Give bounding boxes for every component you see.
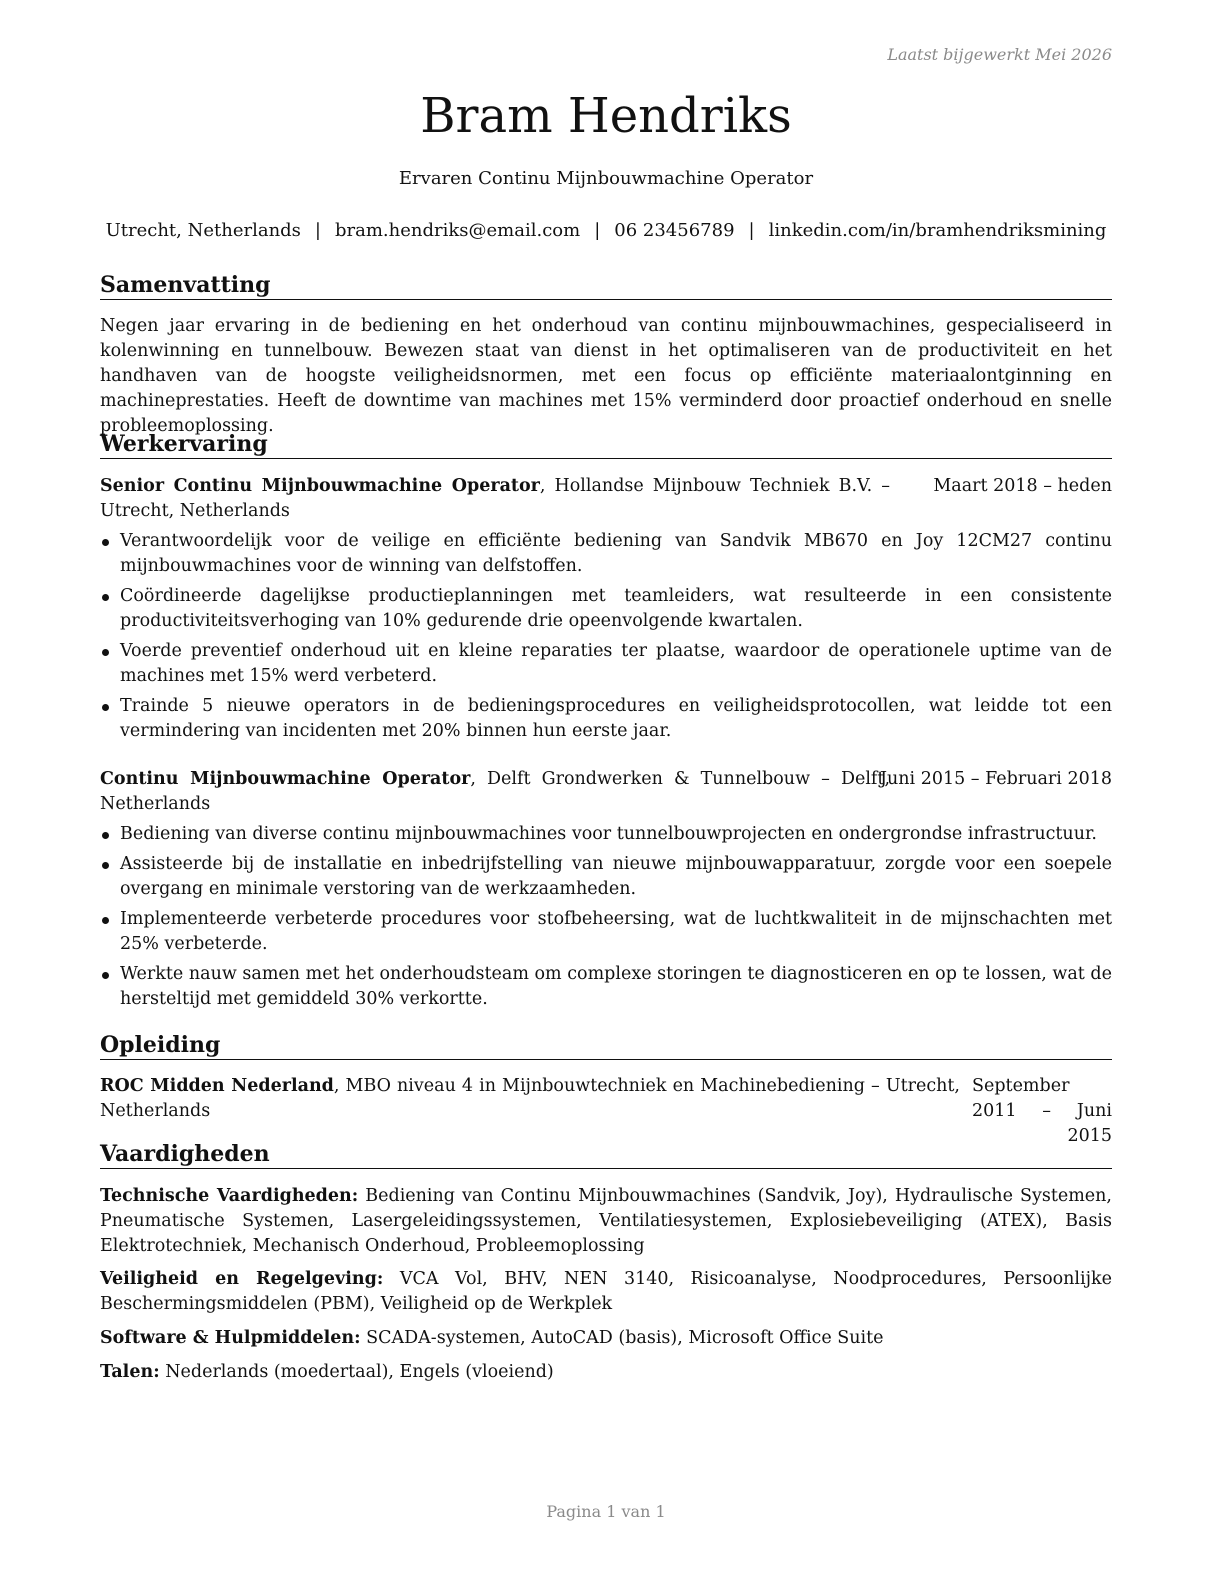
job-role: Senior Continu Mijnbouwmachine Operator [100,476,540,496]
candidate-name: Bram Hendriks [420,88,792,144]
skill-value: SCADA-systemen, AutoCAD (basis), Microsoft Office Suite [360,1328,884,1348]
skill-label: Veiligheid en Regelgeving: [100,1269,384,1289]
skill-group [100,1326,1112,1351]
job-company: , Delft Grondwerken & Tunnelbouw – Delft, Netherlands [100,769,891,814]
list-item: Coördineerde dagelijkse productieplanningen met teamleiders, wat resulteerde in een consistente productiviteitsverhoging van 10% gedurende drie opeenvolgende kwartalen. [100,584,1112,634]
education-entry [100,1074,1112,1146]
contact-separator: | [748,220,755,241]
job-bullets [100,822,1112,1017]
skill-value: Bediening van Continu Mijnbouwmachines (Sandvik, Joy), Hydraulische Systemen, Pneumatische Systemen, Lasergeleidingssystemen, Ventilatiesystemen, Explosiebeveiliging (ATEX), Basis Elektrotechniek, Mechanisch Onderhoud, Probleemoplossing [100,1186,1112,1256]
education-details: , MBO niveau 4 in Mijnbouwtechniek en Machinebediening – Utrecht, Netherlands [100,1076,960,1121]
contact-separator: | [594,220,601,241]
list-item: Bediening van diverse continu mijnbouwmachines voor tunnelbouwprojecten en ondergrondse infrastructuur. [100,822,1112,847]
skill-group [100,1360,1112,1385]
list-item: Assisteerde bij de installatie en inbedrijfstelling van nieuwe mijnbouwapparatuur, zorgde voor een soepele overgang en minimale verstoring van de werkzaamheden. [100,852,1112,902]
skill-value: Nederlands (moedertaal), Engels (vloeiend) [159,1362,554,1382]
job-header [100,474,1112,524]
skill-label: Talen: [100,1362,160,1382]
resume-page [100,0,1112,1584]
last-updated: Laatst bijgewerkt Mei 2026 [887,45,1112,64]
job-role: Continu Mijnbouwmachine Operator [100,769,471,789]
summary-text: Negen jaar ervaring in de bediening en het onderhoud van continu mijnbouwmachines, gespecialiseerd in kolenwinning en tunnelbouw. Bewezen staat van dienst in het optimaliseren van de productiviteit en het handhaven van de hoogste veiligheidsnormen, met een focus op efficiënte materiaalontginning en machineprestaties. Heeft de downtime van machines met 15% verminderd door proactief onderhoud en snelle probleemoplossing. [100,316,1112,436]
experience-heading: Werkervaring [100,431,1112,459]
list-item: Trainde 5 nieuwe operators in de bedieningsprocedures en veiligheidsprotocollen, wat leidde tot een vermindering van incidenten met 20% binnen hun eerste jaar. [100,694,1112,744]
job-header [100,767,1112,817]
candidate-title: Ervaren Continu Mijnbouwmachine Operator [398,168,814,189]
list-item: Voerde preventief onderhoud uit en kleine reparaties ter plaatse, waardoor de operationele uptime van de machines met 15% werd verbeterd. [100,639,1112,689]
job-bullets [100,529,1112,749]
skill-group [100,1184,1112,1259]
contact-separator: | [314,220,321,241]
contact-line [100,219,1112,243]
contact-email[interactable]: bram.hendriks@email.com [335,220,581,241]
contact-location: Utrecht, Netherlands [105,220,301,241]
skill-group [100,1267,1112,1317]
list-item: Werkte nauw samen met het onderhoudsteam om complexe storingen te diagnosticeren en op te lossen, wat de hersteltijd met gemiddeld 30% verkortte. [100,962,1112,1012]
skill-label: Software & Hulpmiddelen: [100,1328,361,1348]
job-dates: Juni 2015 – Februari 2018 [879,769,1112,789]
page-number: Pagina 1 van 1 [546,1502,666,1521]
education-school: ROC Midden Nederland [100,1076,334,1096]
summary-heading: Samenvatting [100,272,1112,300]
list-item: Implementeerde verbeterde procedures voor stofbeheersing, wat de luchtkwaliteit in de mijnschachten met 25% verbeterde. [100,907,1112,957]
skills-heading: Vaardigheden [100,1141,1112,1169]
education-heading: Opleiding [100,1032,1112,1060]
job-dates: Maart 2018 – heden [933,476,1112,496]
education-dates: September 2011 – Juni 2015 [972,1076,1112,1146]
list-item: Verantwoordelijk voor de veilige en efficiënte bediening van Sandvik MB670 en Joy 12CM27 continu mijnbouwmachines voor de winning van delfstoffen. [100,529,1112,579]
skill-label: Technische Vaardigheden: [100,1186,359,1206]
job-company: , Hollandse Mijnbouw Techniek B.V. – Utrecht, Netherlands [100,476,890,521]
skill-value: VCA Vol, BHV, NEN 3140, Risicoanalyse, Noodprocedures, Persoonlijke Beschermingsmiddelen (PBM), Veiligheid op de Werkplek [100,1269,1113,1314]
contact-linkedin[interactable]: linkedin.com/in/bramhendriksmining [768,220,1107,241]
contact-phone: 06 23456789 [614,220,735,241]
